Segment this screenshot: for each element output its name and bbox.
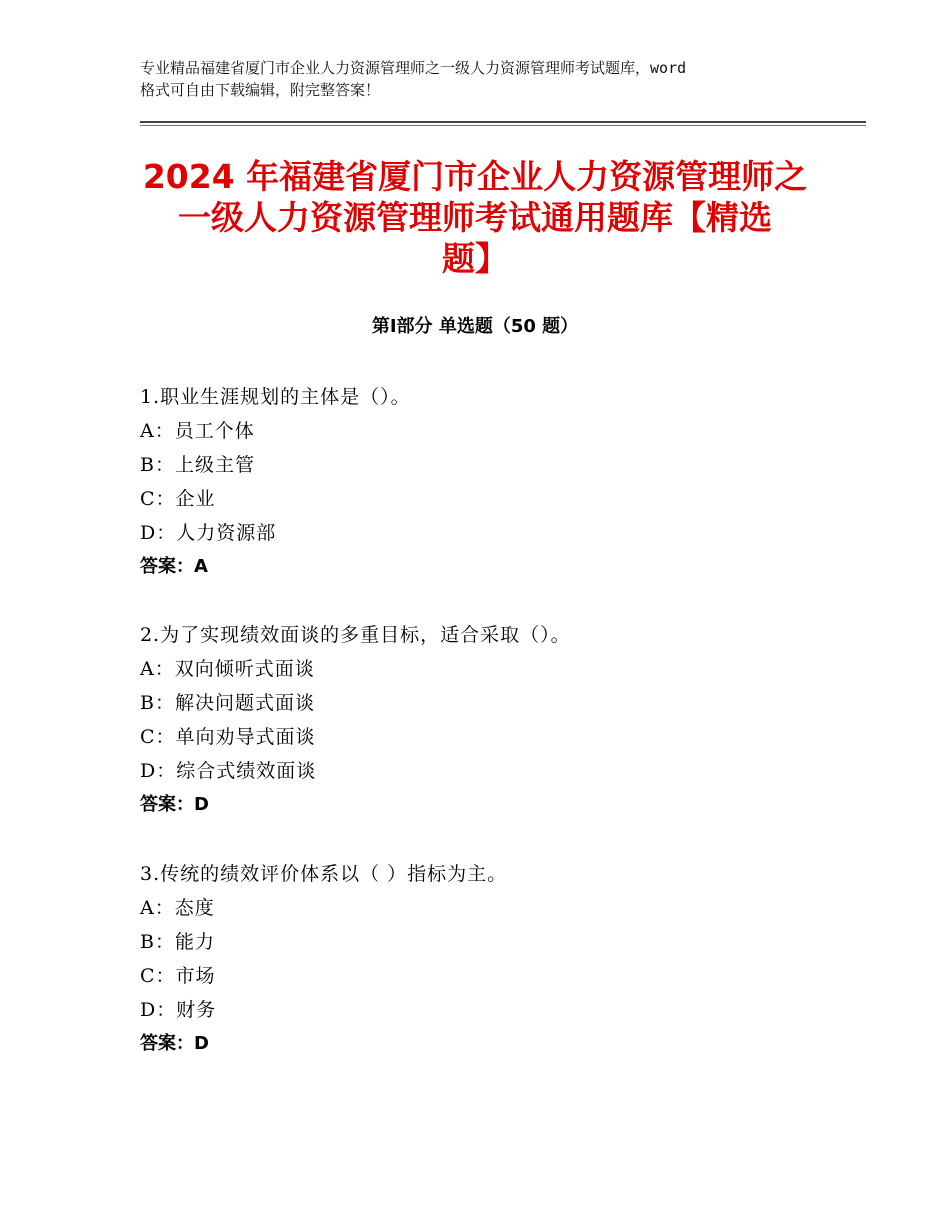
- document-title: [130, 156, 820, 279]
- option-b: B：解决问题式面谈: [140, 692, 315, 714]
- document-title-line-3: 题】: [442, 239, 508, 278]
- document-title-line-2: 一级人力资源管理师考试通用题库【精选: [178, 198, 772, 237]
- question-stem: 2.为了实现绩效面谈的多重目标，适合采取（）。: [140, 624, 571, 646]
- answer-label: 答案：A: [140, 556, 208, 577]
- option-c: C：企业: [140, 488, 216, 510]
- question-stem: 3.传统的绩效评价体系以（ ）指标为主。: [140, 863, 508, 885]
- answer-label: 答案：D: [140, 1033, 209, 1054]
- question-stem: 1.职业生涯规划的主体是（）。: [140, 386, 411, 408]
- option-d: D：财务: [140, 999, 217, 1021]
- question-2: [140, 618, 860, 822]
- option-c: C：单向劝导式面谈: [140, 726, 316, 748]
- section-heading: 第Ⅰ部分 单选题（50 题）: [371, 316, 579, 337]
- option-a: A：员工个体: [140, 420, 255, 442]
- option-d: D：人力资源部: [140, 522, 277, 544]
- option-c: C：市场: [140, 965, 216, 987]
- option-a: A：态度: [140, 897, 215, 919]
- header-divider-thick: [140, 121, 866, 123]
- header-note: [140, 57, 830, 101]
- header-note-line-1: 专业精品福建省厦门市企业人力资源管理师之一级人力资源管理师考试题库，word: [140, 59, 687, 77]
- header-divider-thin: [140, 125, 866, 126]
- document-title-line-1: 2024 年福建省厦门市企业人力资源管理师之: [142, 157, 808, 196]
- question-1: [140, 380, 860, 584]
- question-3: [140, 857, 860, 1061]
- header-note-line-2: 格式可自由下载编辑，附完整答案！: [140, 81, 381, 99]
- option-b: B：上级主管: [140, 454, 255, 476]
- option-b: B：能力: [140, 931, 215, 953]
- answer-label: 答案：D: [140, 794, 209, 815]
- option-d: D：综合式绩效面谈: [140, 760, 317, 782]
- option-a: A：双向倾听式面谈: [140, 658, 315, 680]
